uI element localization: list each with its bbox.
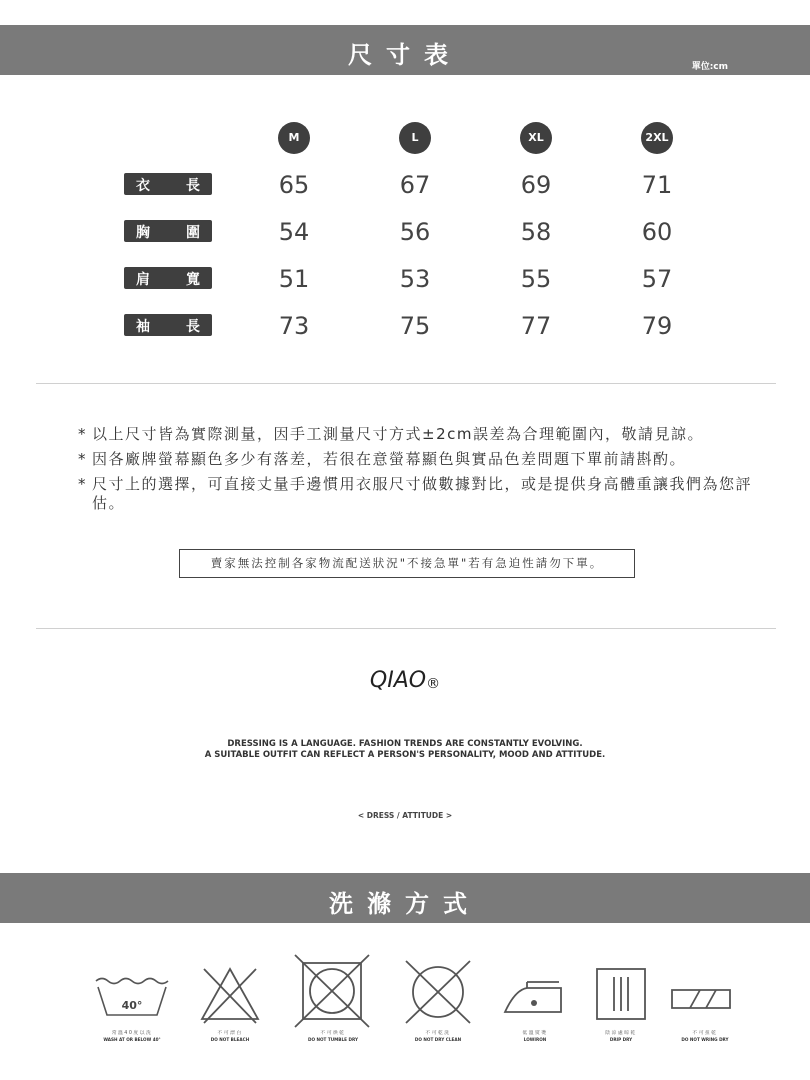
size-value: 65 [278, 171, 310, 199]
size-badge-2xl: 2XL [641, 122, 673, 154]
note-text: 以上尺寸皆為實際測量，因手工測量尺寸方式±2cm誤差為合理範圍內，敬請見諒。 [92, 425, 704, 443]
size-value: 77 [520, 312, 552, 340]
wash-caption-en: LOWIRON [523, 1037, 547, 1042]
row-label-char: 長 [186, 319, 200, 335]
low-iron-icon [501, 978, 565, 1018]
size-value: 71 [641, 171, 673, 199]
size-value: 75 [399, 312, 431, 340]
size-value: 73 [278, 312, 310, 340]
wash-caption-zh: 常溫40度以洗 [111, 1031, 153, 1036]
wash-caption-zh: 不可扭乾 [692, 1031, 718, 1036]
note-item [78, 450, 758, 469]
size-value: 53 [399, 265, 431, 293]
divider [36, 628, 776, 629]
size-chart-title: 尺寸表 [348, 41, 462, 69]
brand-name: QIAO [369, 668, 427, 693]
note-item [78, 475, 758, 513]
divider [36, 383, 776, 384]
note-bullet: * [78, 475, 87, 493]
wash-caption-zh: 低溫熨燙 [522, 1031, 548, 1036]
unit-label: 單位:cm [691, 62, 728, 72]
size-value: 79 [641, 312, 673, 340]
no-bleach-icon [198, 965, 262, 1025]
size-value: 67 [399, 171, 431, 199]
no-dry-clean-icon [402, 957, 474, 1027]
wash-caption-zh: 不可烘乾 [320, 1031, 346, 1036]
note-text: 尺寸上的選擇，可直接丈量手邊慣用衣服尺寸做數據對比，或是提供身高體重讓我們為您評估。 [92, 475, 753, 512]
wash-caption-en: DO NOT WRING DRY [681, 1037, 729, 1042]
wash-title: 洗滌方式 [329, 890, 481, 918]
size-value: 54 [278, 218, 310, 246]
size-badge-xl: XL [520, 122, 552, 154]
size-value: 69 [520, 171, 552, 199]
size-badge-l: L [399, 122, 431, 154]
row-label-shoulder [124, 267, 212, 289]
note-text: 因各廠牌螢幕顯色多少有落差，若很在意螢幕顯色與實品色差問題下單前請斟酌。 [92, 450, 687, 468]
no-wring-icon [668, 982, 734, 1016]
row-label-char: 長 [186, 178, 200, 194]
row-label-char: 胸 [136, 225, 150, 241]
wash-caption-en: DO NOT TUMBLE DRY [308, 1037, 358, 1042]
size-value: 56 [399, 218, 431, 246]
note-item [78, 425, 758, 444]
row-label-char: 寬 [186, 272, 200, 288]
wash-caption-en: DO NOT DRY CLEAN [414, 1037, 462, 1042]
brand-logo [0, 668, 810, 693]
wash-caption-en: DRIP DRY [609, 1037, 633, 1042]
row-label-length [124, 173, 212, 195]
drip-dry-icon [593, 965, 649, 1025]
size-value: 58 [520, 218, 552, 246]
wash-caption-en: WASH AT OR BELOW 40° [103, 1037, 161, 1042]
wash-40-icon [92, 975, 172, 1020]
wash-header [0, 873, 810, 923]
row-label-chest [124, 220, 212, 242]
wash-temp-label: 40° [121, 999, 143, 1012]
row-label-char: 圍 [186, 225, 200, 241]
wash-caption-zh: 不可漂白 [217, 1031, 243, 1036]
size-value: 57 [641, 265, 673, 293]
size-chart-header [0, 25, 810, 75]
note-bullet: * [78, 425, 87, 443]
row-label-char: 袖 [136, 319, 150, 335]
size-value: 55 [520, 265, 552, 293]
slogan-line: A SUITABLE OUTFIT CAN REFLECT A PERSON'S PERSONALITY, MOOD AND ATTITUDE. [204, 750, 606, 760]
wash-caption-zh: 不可乾洗 [425, 1031, 451, 1036]
note-bullet: * [78, 450, 87, 468]
wash-caption-en: DO NOT BLEACH [210, 1037, 250, 1042]
row-label-char: 衣 [136, 178, 150, 194]
size-badge-m: M [278, 122, 310, 154]
row-label-sleeve [124, 314, 212, 336]
wash-caption-zh: 陰涼處晾乾 [605, 1031, 637, 1036]
no-tumble-dry-icon [293, 953, 373, 1029]
shipping-notice: 賣家無法控制各家物流配送狀況"不接急單"若有急迫性請勿下單。 [179, 549, 635, 578]
tagline: < DRESS / ATTITUDE > [357, 811, 453, 820]
registered-mark: ® [426, 676, 441, 692]
size-value: 51 [278, 265, 310, 293]
size-value: 60 [641, 218, 673, 246]
row-label-char: 肩 [136, 272, 150, 288]
slogan-line: DRESSING IS A LANGUAGE. FASHION TRENDS ARE CONSTANTLY EVOLVING. [227, 739, 583, 749]
